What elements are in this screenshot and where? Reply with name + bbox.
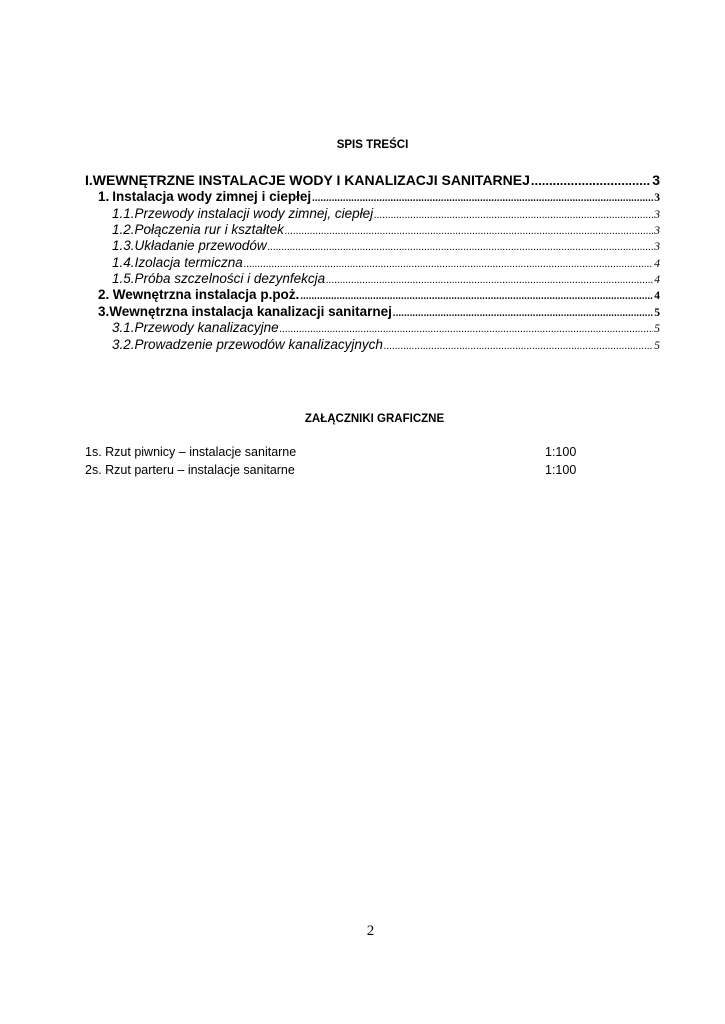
toc-entry-label: Przewody instalacji wody zimnej, ciepłej [134,206,374,221]
toc-entry-label: Instalacja wody zimnej i ciepłej [112,189,312,204]
toc-entry-section-i[interactable] [85,172,660,188]
toc-entry-number: 1.5. [112,271,135,286]
attachments-heading: ZAŁĄCZNIKI GRAFICZNE [304,413,445,425]
attachment-title: 1s. Rzut piwnicy – instalacje sanitarne [85,445,297,459]
toc-entry-label: Izolacja termiczna [134,255,243,270]
toc-entry-page: 4 [654,274,660,286]
toc-entry-page: 5 [654,323,660,335]
toc-entry-label: Układanie przewodów [134,238,267,253]
toc-entry-label: Wewnętrzna instalacja kanalizacji sanitarnej [109,304,392,319]
toc-entry-number: 1. [98,189,110,204]
page-number: 2 [366,923,375,939]
toc-entry-1[interactable] [85,189,660,204]
toc-entry-3-2[interactable] [85,337,660,352]
attachment-title: 2s. Rzut parteru – instalacje sanitarne [85,463,295,477]
toc-entry-page: 3 [654,192,660,204]
toc-entry-1-2[interactable] [85,222,660,237]
toc-entry-2[interactable] [85,287,660,302]
toc-entry-label: Wewnętrzna instalacja p.poż. [112,287,300,302]
toc-entry-1-4[interactable] [85,255,660,270]
toc-entry-label: WEWNĘTRZNE INSTALACJE WODY I KANALIZACJI SANITARNEJ [92,172,530,188]
toc-entry-3[interactable] [85,304,660,319]
toc-leader-dots [280,324,654,335]
toc-entry-label: Prowadzenie przewodów kanalizacyjnych [134,337,383,352]
toc-entry-number: I. [85,172,93,188]
toc-entry-page: 3 [654,209,660,221]
toc-entry-label: Połączenia rur i kształtek [134,222,284,237]
toc-heading: SPIS TREŚCI [336,139,409,151]
toc-entry-page: 5 [654,307,660,319]
toc-entry-page: 3 [654,225,660,237]
toc-leader-dots [374,210,653,221]
toc-leader-dots [393,308,653,319]
toc-entry-label: Przewody kanalizacyjne [134,320,279,335]
toc-entry-1-3[interactable] [85,238,660,253]
toc-entry-number: 3.2. [112,337,135,352]
toc-entry-number: 1.1. [112,206,135,221]
toc-entry-page: 5 [654,340,660,352]
toc-entry-number: 1.2. [112,222,135,237]
toc-leader-dots [312,193,653,204]
toc-leader-dots [384,341,653,352]
toc-entry-1-1[interactable] [85,206,660,221]
attachment-scale: 1:100 [545,463,577,477]
toc-entry-label: Próba szczelności i dezynfekcja [134,271,326,286]
toc-entry-number: 2. [98,287,110,302]
toc-leader-dots [244,259,654,270]
toc-entry-3-1[interactable] [85,320,660,335]
toc-entry-number: 3.1. [112,320,135,335]
toc-entry-page: 4 [654,258,660,270]
toc-entry-page: 4 [654,290,660,302]
toc-entry-number: 1.3. [112,238,135,253]
attachment-scale: 1:100 [545,445,577,459]
toc-leader-dots [531,173,651,188]
toc-entry-page: 3 [654,241,660,253]
toc-leader-dots [285,226,653,237]
toc-leader-dots [268,242,654,253]
toc-entry-number: 1.4. [112,255,135,270]
toc-entry-page: 3 [652,172,660,188]
toc-entry-1-5[interactable] [85,271,660,286]
toc-leader-dots [326,275,653,286]
toc-entry-number: 3. [98,304,110,319]
toc-leader-dots [300,291,653,302]
